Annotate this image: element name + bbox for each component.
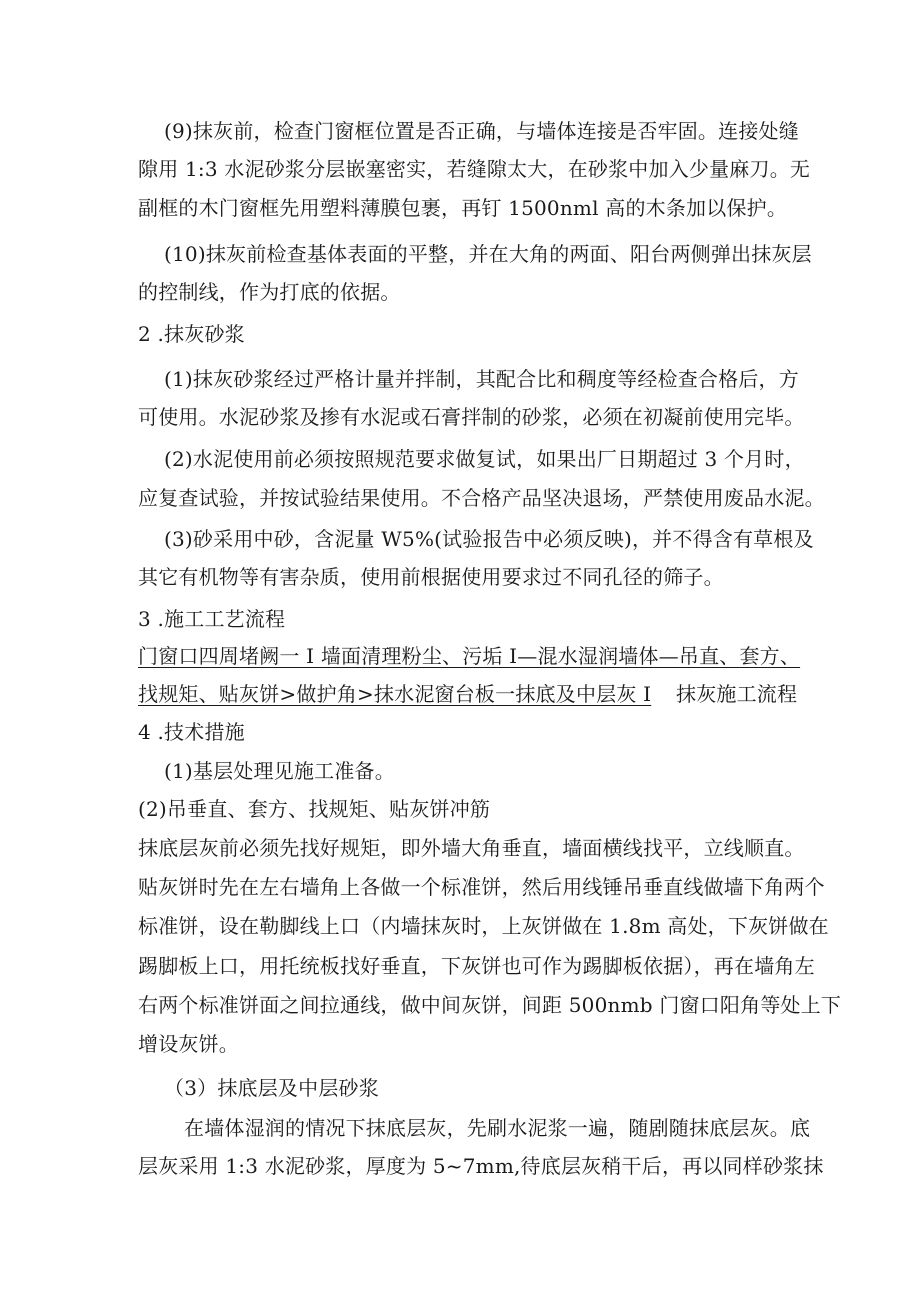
measure-item-2-heading: (2)吊垂直、套方、找规矩、贴灰饼冲筋 [138, 797, 491, 821]
process-flow-row-2 [138, 680, 651, 708]
mortar-item-2-line-1: (2)水泥使用前必须按照规范要求做复试，如果出厂日期超过 3 个月时， [164, 447, 805, 471]
measure-item-2-line-4: 踢脚板上口，用托统板找好垂直，下灰饼也可作为踢脚板依据），再在墙角左 [138, 954, 815, 978]
measure-item-2-line-6: 增设灰饼。 [138, 1032, 239, 1056]
measure-item-2-line-1: 抹底层灰前必须先找好规矩，即外墙大角垂直，墙面横线找平，立线顺直。 [138, 836, 805, 860]
mortar-item-1-line-2: 可使用。水泥砂浆及掺有水泥或石膏拌制的砂浆，必须在初凝前使用完毕。 [138, 405, 805, 429]
flow-step-find-rules: 找规矩、贴灰饼 [138, 682, 280, 706]
measure-item-2-line-2: 贴灰饼时先在左右墙角上各做一个标准饼，然后用线锤吊垂直线做墙下角两个 [138, 875, 825, 899]
paragraph-9-line-3: 副框的木门窗框先用塑料薄膜包裹，再钉 1500nml 高的木条加以保护。 [138, 196, 788, 220]
measure-item-1: (1)基层处理见施工准备。 [164, 759, 395, 783]
process-flow-row-1 [138, 642, 800, 670]
section-heading-4: 4 .技术措施 [138, 720, 245, 744]
paragraph-10-line-1: (10)抹灰前检查基体表面的平整，并在大角的两面、阳台两侧弹出抹灰层 [164, 242, 812, 266]
paragraph-9-line-2: 隙用 1:3 水泥砂浆分层嵌塞密实，若缝隙太大，在砂浆中加入少量麻刀。无 [138, 157, 811, 181]
section-heading-3: 3 .施工工艺流程 [138, 607, 286, 631]
mortar-item-3-line-2: 其它有机物等有害杂质，使用前根据使用要求过不同孔径的筛子。 [138, 565, 724, 589]
paragraph-9-line-1: (9)抹灰前，检查门窗框位置是否正确，与墙体连接是否牢固。连接处缝 [164, 119, 799, 143]
measure-item-3-heading: （3）抹底层及中层砂浆 [164, 1076, 379, 1100]
measure-item-2-line-3: 标准饼，设在勒脚线上口（内墙抹灰时，上灰饼做在 1.8m 高处，下灰饼做在 [138, 914, 829, 938]
flow-step-protective-corner: >做护角 [279, 682, 357, 706]
mortar-item-1-line-1: (1)抹灰砂浆经过严格计量并拌制，其配合比和稠度等经检查合格后，方 [164, 367, 799, 391]
measure-item-3-line-1: 在墙体湿润的情况下抹底层灰，先刷水泥浆一遍，随剧随抹底层灰。底 [184, 1116, 811, 1140]
measure-item-3-line-2: 层灰采用 1:3 水泥砂浆，厚度为 5~7mm,待底层灰稍干后，再以同样砂浆抹 [138, 1154, 824, 1178]
section-heading-2: 2 .抹灰砂浆 [138, 322, 245, 346]
flow-step-base-middle-coat: 一抹底及中层灰 I [495, 682, 652, 706]
paragraph-10-line-2: 的控制线，作为打底的依据。 [138, 280, 401, 304]
flow-step-window-sill: >抹水泥窗台板 [356, 682, 496, 706]
measure-item-2-line-5: 右两个标准饼面之间拉通线，做中间灰饼，间距 500nmb 门窗口阳角等处上下 [138, 993, 842, 1017]
mortar-item-2-line-2: 应复查试验，并按试验结果使用。不合格产品坚决退场，严禁使用废品水泥。 [138, 486, 825, 510]
process-flow-caption: 抹灰施工流程 [676, 682, 798, 706]
process-flow-steps-row-1: 门窗口四周堵阙一 I 墙面清理粉尘、污垢 I—混水湿润墙体—吊直、套方、 [138, 644, 801, 668]
mortar-item-3-line-1: (3)砂采用中砂，含泥量 W5%(试验报告中必须反映)，并不得含有草根及 [164, 527, 814, 551]
